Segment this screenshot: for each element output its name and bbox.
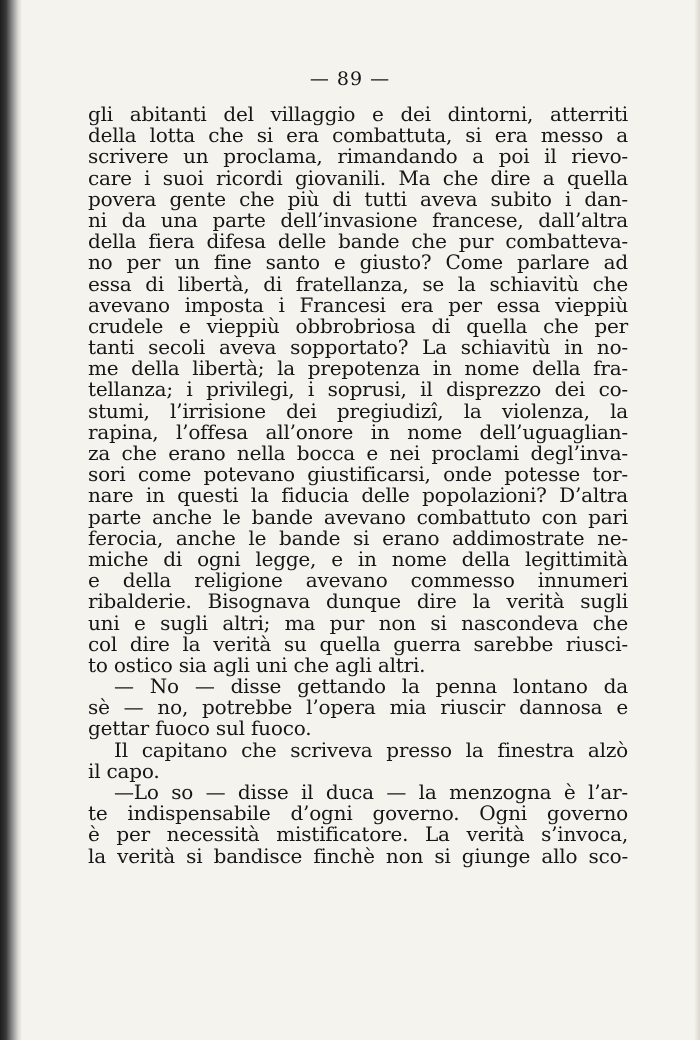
text-line: della fiera difesa delle bande che pur combatteva-: [88, 229, 628, 254]
text-line: care i suoi ricordi giovanili. Ma che dire a quella: [88, 165, 628, 190]
text-line: — No — disse gettando la penna lontano da: [114, 674, 628, 699]
text-line: ni da una parte dell’invasione francese, dall’altra: [88, 207, 628, 232]
text-line: sè — no, potrebbe l’opera mia riuscir dannosa e: [88, 695, 628, 720]
text-line: tanti secoli aveva sopportato? La schiavitù in no-: [88, 335, 628, 360]
text-line: gettar fuoco sul fuoco.: [88, 716, 312, 741]
text-line: za che erano nella bocca e nei proclami degl’inva-: [88, 441, 628, 465]
text-line: me della libertà; la prepotenza in nome della fra-: [88, 356, 628, 381]
text-line: sori come potevano giustificarsi, onde potesse tor-: [88, 462, 628, 487]
text-line: gli abitanti del villaggio e dei dintorni, atterriti: [88, 102, 628, 126]
text-line: crudele e vieppiù obbrobriosa di quella che per: [88, 313, 628, 338]
text-line: è per necessità mistificatore. La verità s’invoca,: [88, 822, 628, 847]
text-line: tellanza; i privilegi, i soprusi, il disprezzo dei co-: [88, 377, 628, 402]
text-line: nare in questi la fiducia delle popolazioni? D’altra: [88, 483, 628, 508]
page-edge: [694, 0, 700, 1040]
text-line: miche di ogni legge, e in nome della legittimità: [88, 546, 628, 571]
text-line: —Lo so — disse il duca — la menzogna è l’ar-: [114, 780, 628, 804]
text-line: stumi, l’irrisione dei pregiudizî, la violenza, la: [88, 398, 628, 423]
text-line: ribalderie. Bisognava dunque dire la verità sugli: [88, 589, 628, 614]
text-line: della lotta che si era combattuta, si era messo a: [88, 123, 628, 148]
text-line: povera gente che più di tutti aveva subito i dan-: [88, 186, 628, 211]
text-line: avevano imposta i Francesi era per essa vieppiù: [88, 292, 628, 317]
text-line: no per un fine santo e giusto? Come parlare ad: [88, 250, 628, 275]
text-line: uni e sugli altri; ma pur non si nascondeva che: [88, 610, 628, 635]
text-line: ferocia, anche le bande si erano addimostrate ne-: [88, 525, 628, 550]
text-line: scrivere un proclama, rimandando a poi il rievo-: [88, 144, 628, 169]
text-line: parte anche le bande avevano combattuto con pari: [88, 504, 628, 529]
text-line: essa di libertà, di fratellanza, se la schiavitù che: [88, 271, 628, 296]
text-line: to ostico sia agli uni che agli altri.: [88, 652, 426, 677]
book-binding-shadow: [0, 0, 22, 1040]
text-line: il capo.: [88, 758, 160, 783]
text-line: e della religione avevano commesso innumeri: [88, 568, 628, 593]
text-line: rapina, l’offesa all’onore in nome dell’uguaglian-: [88, 419, 628, 444]
body-text: [88, 104, 628, 867]
text-line: Il capitano che scriveva presso la finestra alzò: [114, 737, 628, 762]
text-line: la verità si bandisce finchè non si giunge allo sco-: [88, 843, 628, 868]
page-number: — 89 —: [309, 68, 391, 90]
text-line: te indispensabile d’ogni governo. Ogni governo: [88, 801, 628, 826]
text-line: col dire la verità su quella guerra sarebbe riusci-: [88, 631, 628, 656]
